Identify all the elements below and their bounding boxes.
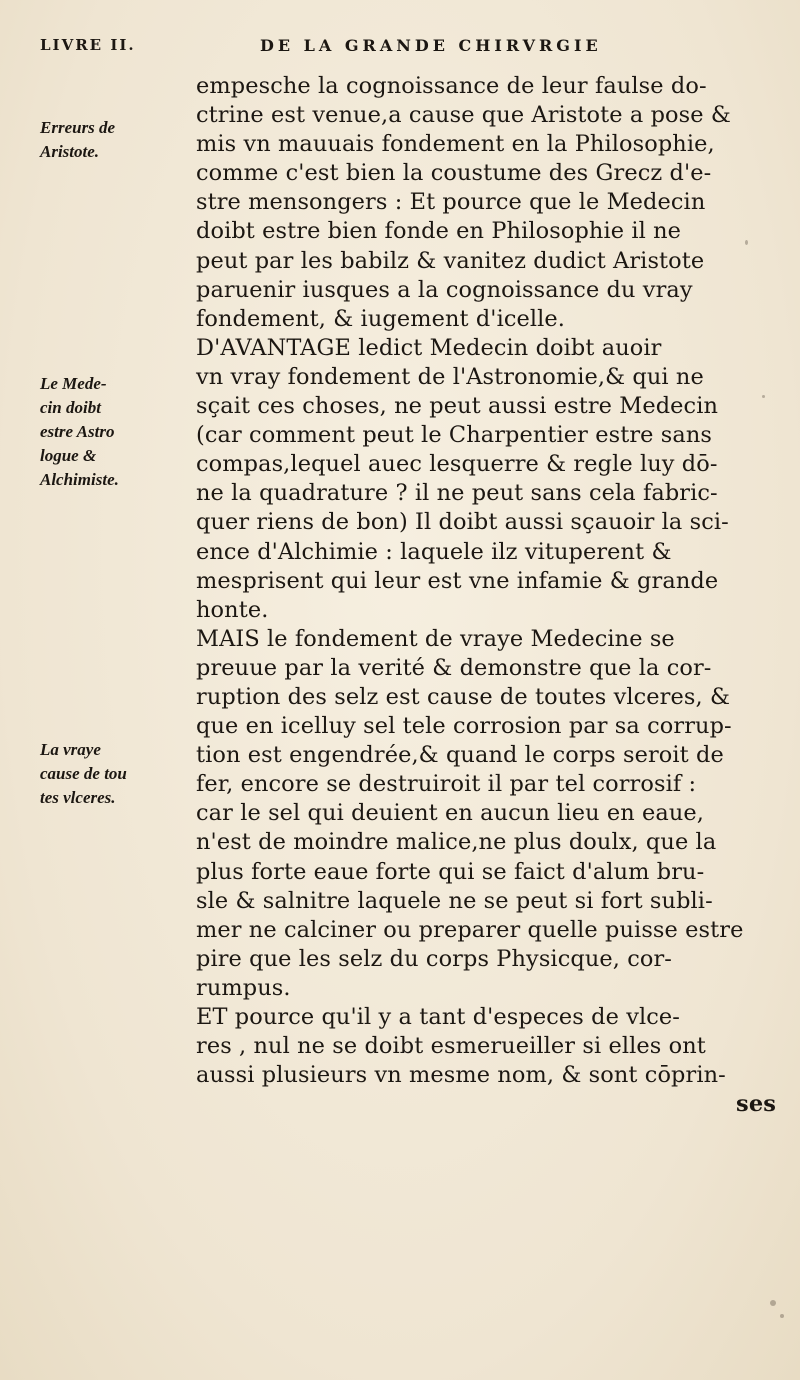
body-line: sle & salnitre laquele ne se peut si fort subli- [196, 887, 713, 914]
margin-note-line: tes vlceres. [40, 788, 116, 807]
ink-speck [745, 240, 748, 245]
body-line: pire que les selz du corps Physicque, cor- [196, 945, 672, 972]
body-line: quer riens de bon) Il doibt aussi sçauoir la sci- [196, 509, 729, 536]
ink-speck [770, 1300, 776, 1306]
body-line: peut par les babilz & vanitez dudict Aristote [196, 247, 705, 274]
body-line: mer ne calciner ou preparer quelle puisse estre [196, 916, 744, 943]
running-head-title: DE LA GRANDE CHIRVRGIE [260, 36, 602, 55]
body-line: mis vn mauuais fondement en la Philosophie, [196, 131, 715, 158]
margin-note-line: Aristote. [40, 142, 100, 161]
body-line: tion est engendrée,& quand le corps seroit de [196, 742, 724, 769]
body-line: sçait ces choses, ne peut aussi estre Medecin [196, 393, 719, 420]
margin-note-line: estre Astro [40, 422, 115, 441]
body-line: stre mensongers : Et pource que le Medecin [196, 189, 706, 216]
body-line: mesprisent qui leur est vne infamie & grande [196, 567, 719, 594]
body-line: compas,lequel auec lesquerre & regle luy dō- [196, 451, 718, 478]
body-line: ctrine est venue,a cause que Aristote a pose & [196, 102, 731, 129]
margin-note-line: Alchimiste. [40, 470, 119, 489]
running-head-book-number: LIVRE II. [40, 36, 136, 54]
ink-speck [762, 395, 765, 398]
margin-note-line: Erreurs de [40, 118, 116, 137]
margin-note-line: La vraye [40, 740, 101, 759]
margin-note-physician-astrologer [40, 372, 180, 492]
body-line: D'AVANTAGE ledict Medecin doibt auoir [196, 334, 662, 361]
ink-speck [780, 1314, 784, 1318]
body-line: comme c'est bien la coustume des Grecz d'e- [196, 160, 712, 187]
body-line: n'est de moindre malice,ne plus doulx, que la [196, 829, 717, 856]
body-line: vn vray fondement de l'Astronomie,& qui ne [196, 363, 704, 390]
margin-note-line: Le Mede- [40, 374, 107, 393]
body-line: que en icelluy sel tele corrosion par sa corrup- [196, 713, 732, 740]
body-line: paruenir iusques a la cognoissance du vray [196, 276, 693, 303]
body-line: res , nul ne se doibt esmerueiller si elles ont [196, 1033, 706, 1060]
body-line: MAIS le fondement de vraye Medecine se [196, 625, 675, 652]
body-line: empesche la cognoissance de leur faulse do- [196, 73, 707, 99]
body-text [196, 72, 776, 1119]
body-line: doibt estre bien fonde en Philosophie il ne [196, 218, 682, 245]
body-line: car le sel qui deuient en aucun lieu en eaue, [196, 800, 705, 827]
margin-note-true-cause-ulcers [40, 738, 180, 810]
body-line: fer, encore se destruiroit il par tel corrosif : [196, 771, 697, 798]
margin-note-line: cause de tou [40, 764, 127, 783]
body-line: preuue par la verité & demonstre que la cor- [196, 654, 712, 681]
body-line: ET pource qu'il y a tant d'especes de vlce- [196, 1004, 680, 1030]
body-line: ruption des selz est cause de toutes vlceres, & [196, 683, 731, 710]
body-line: honte. [196, 596, 269, 623]
body-line: ses [736, 1091, 776, 1118]
body-line: plus forte eaue forte qui se faict d'alum bru- [196, 858, 705, 885]
margin-note-errors-aristotle [40, 116, 180, 164]
margin-note-line: logue & [40, 446, 97, 465]
body-line: fondement, & iugement d'icelle. [196, 305, 566, 332]
body-line: (car comment peut le Charpentier estre sans [196, 422, 713, 449]
margin-note-line: cin doibt [40, 398, 101, 417]
body-line: rumpus. [196, 974, 291, 1001]
body-line: ence d'Alchimie : laquele ilz vituperent & [196, 538, 672, 565]
body-line: aussi plusieurs vn mesme nom, & sont cōprin- [196, 1062, 726, 1089]
running-head [0, 36, 800, 66]
body-line: ne la quadrature ? il ne peut sans cela fabric- [196, 480, 718, 507]
